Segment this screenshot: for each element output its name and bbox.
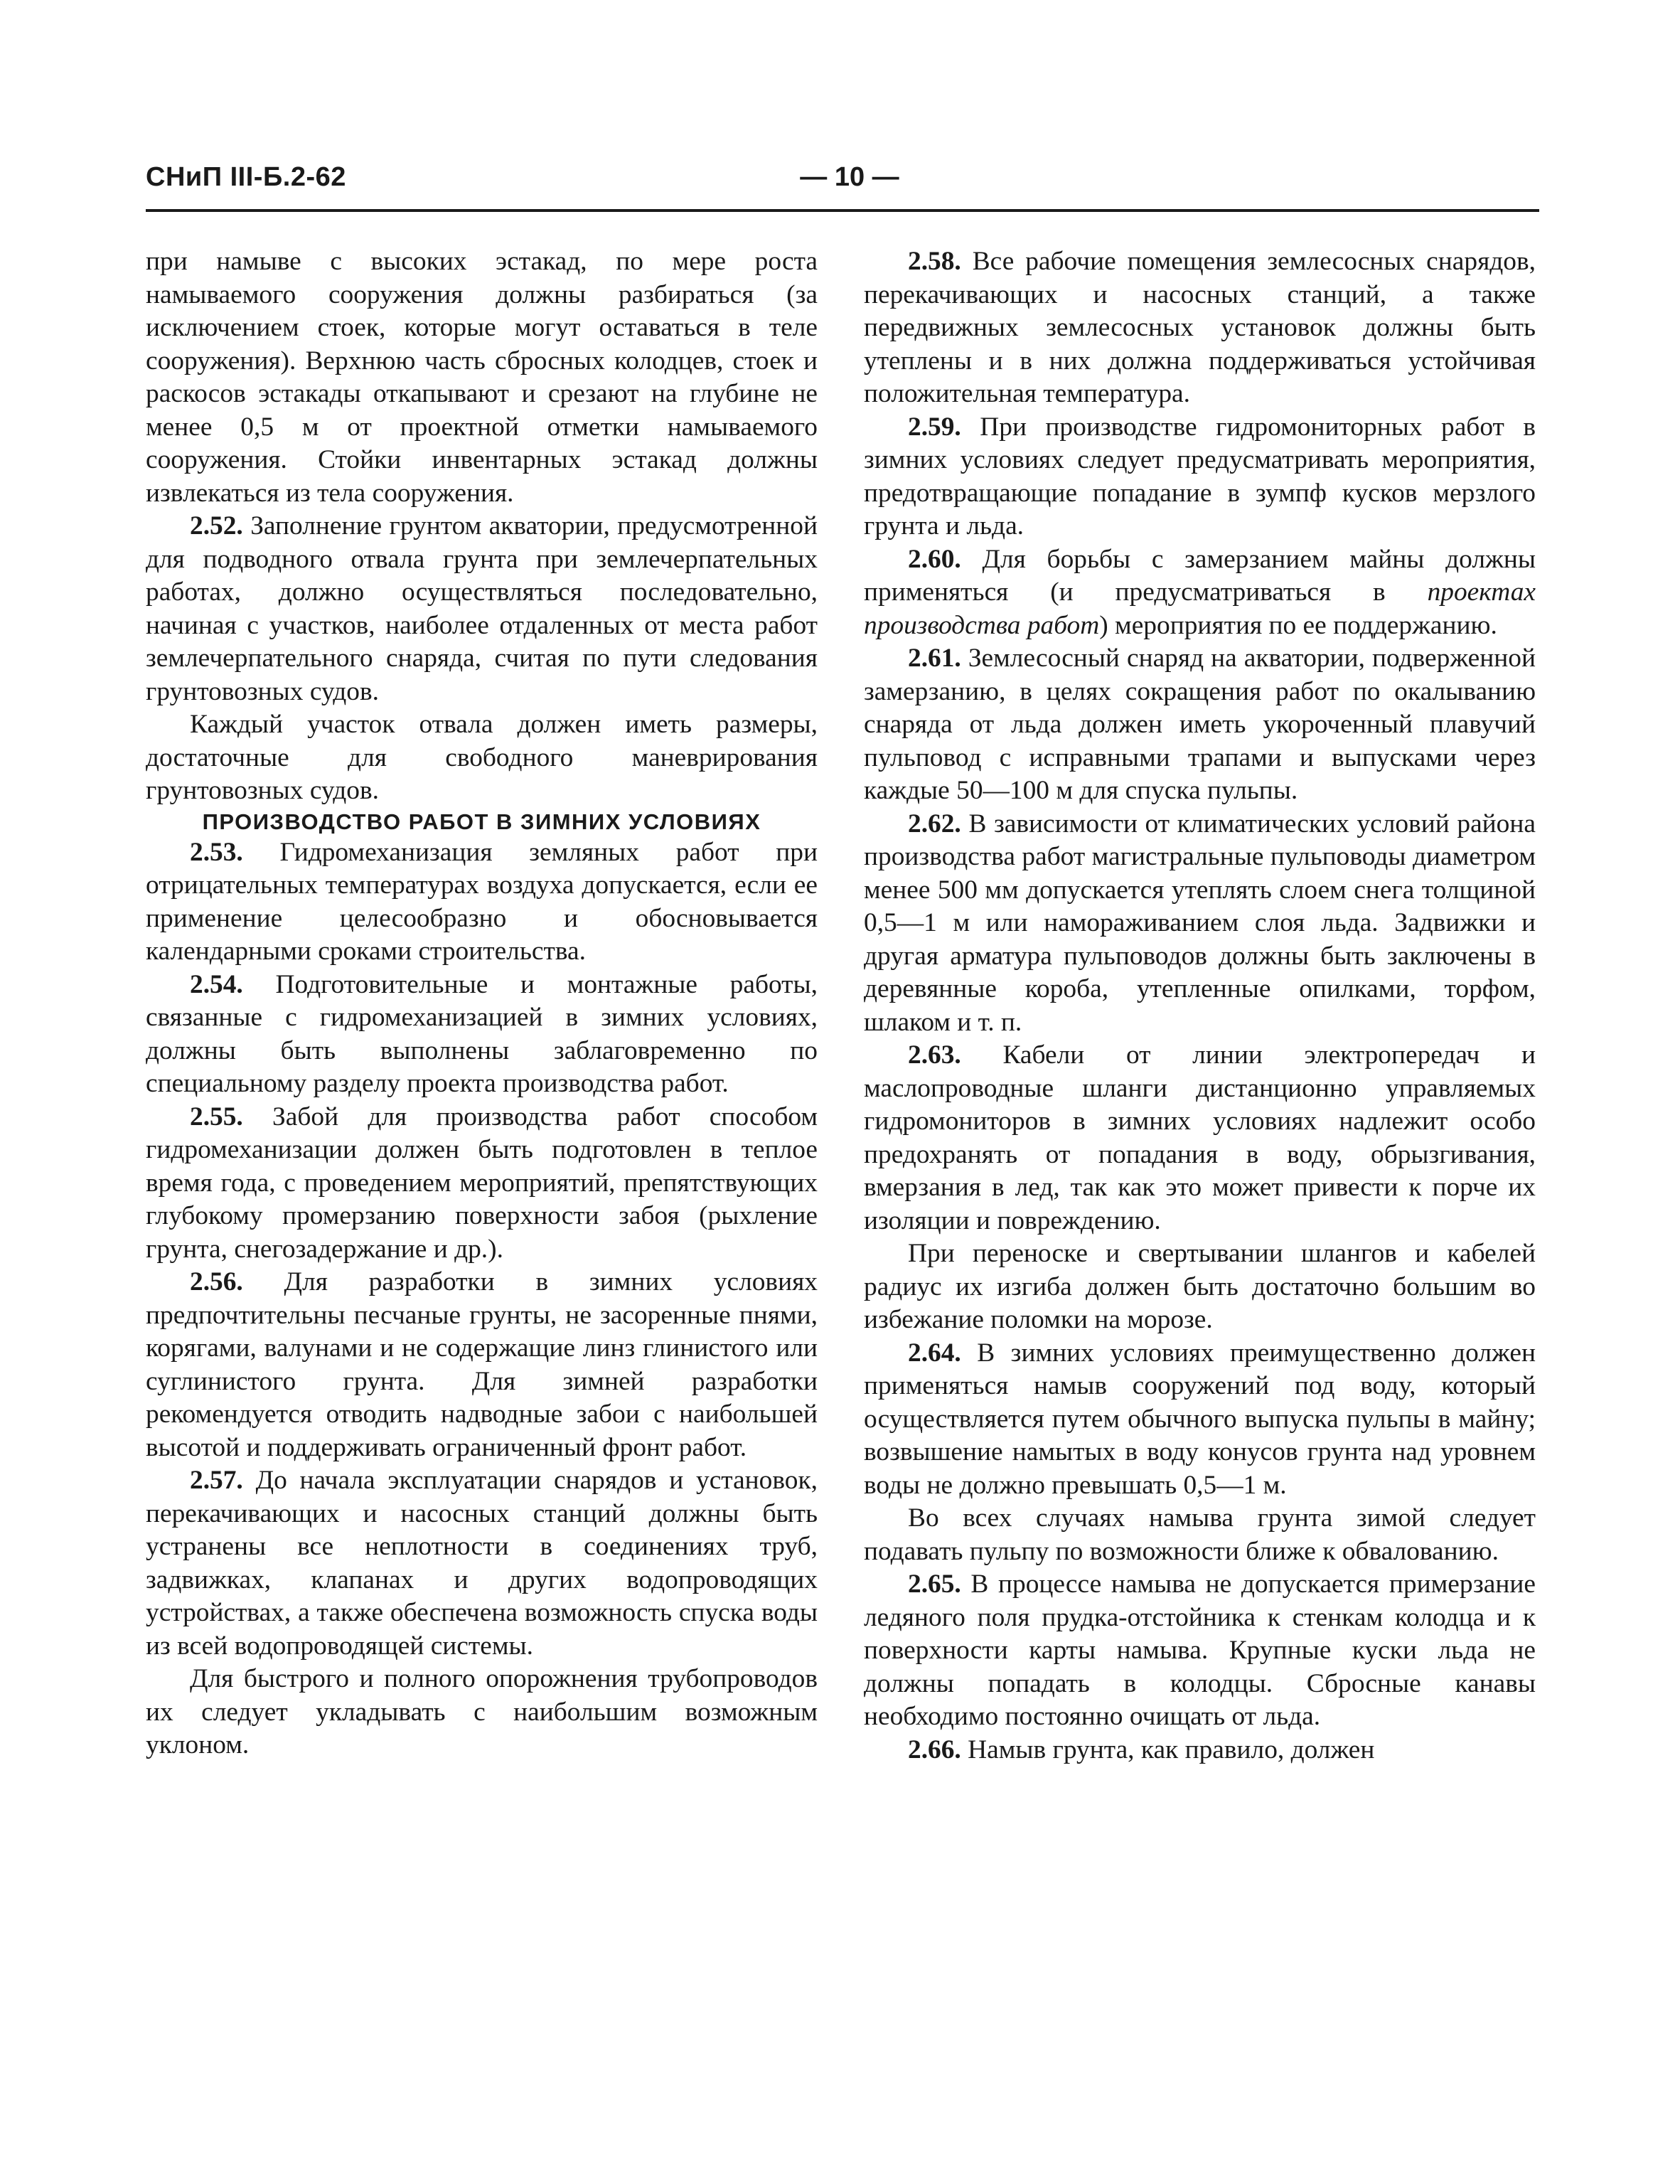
paragraph-2-55: [146, 1101, 818, 1267]
clause-number: 2.65.: [908, 1570, 961, 1599]
page-number: — 10 —: [800, 162, 899, 192]
paragraph-2-56: [146, 1266, 818, 1464]
paragraph-2-62: [864, 808, 1536, 1040]
paragraph-text: Все рабочие помещения землесосных снарядов, перекачивающих и насосных станций, а также передвижных землесосных установок должны быть утеплены и в них должна поддерживаться устойчивая положительная температура.: [864, 247, 1536, 408]
paragraph-2-52: [146, 510, 818, 708]
clause-number: 2.66.: [908, 1735, 961, 1764]
paragraph-2-57-continued: [146, 1663, 818, 1762]
paragraph-2-61: [864, 642, 1536, 808]
paragraph-text: Гидромеханизация земляных работ при отрицательных температурах воздуха допускается, если ее применение целесообразно и обосновывается календарными сроками строительства.: [146, 837, 818, 966]
clause-number: 2.64.: [908, 1338, 961, 1368]
paragraph-2-65: [864, 1568, 1536, 1734]
paragraph-2-58: [864, 245, 1536, 411]
paragraph-italic-text: проектах производства работ: [864, 577, 1536, 640]
paragraph-text: ) мероприятия по ее поддержанию.: [1099, 610, 1497, 640]
paragraph-text: Намыв грунта, как правило, должен: [968, 1735, 1375, 1764]
paragraph-text: Заполнение грунтом акватории, предусмотренной для подводного отвала грунта при землечерпательных работах, должно осуществляться последовательно, начиная с участков, наиболее отдаленных от места работ землечерпательного снаряда, считая по пути следования грунтовозных судов.: [146, 511, 818, 706]
clause-number: 2.58.: [908, 247, 961, 276]
paragraph-text: Каждый участок отвала должен иметь размеры, достаточные для свободного маневрирования грунтовозных судов.: [146, 710, 818, 805]
paragraph-text: При переноске и свертывании шлангов и кабелей радиус их изгиба должен быть достаточно большим во избежание поломки на морозе.: [864, 1239, 1536, 1334]
paragraph-2-63: [864, 1039, 1536, 1237]
paragraph-text: Во всех случаях намыва грунта зимой следует подавать пульпу по возможности ближе к обвалованию.: [864, 1503, 1536, 1566]
clause-number: 2.57.: [190, 1466, 243, 1495]
paragraph-text: Для разработки в зимних условиях предпочтительны песчаные грунты, не засоренные пнями, корягами, валунами и не содержащие линз глинистого или суглинистого грунта. Для зимней разработки рекомендуется отводить надводные забои с наибольшей высотой и поддерживать ограниченный фронт работ.: [146, 1267, 818, 1462]
clause-number: 2.54.: [190, 969, 243, 999]
clause-number: 2.55.: [190, 1102, 243, 1131]
paragraph-text: В зависимости от климатических условий района производства работ магистральные пульповоды диаметром менее 500 мм допускается утеплять слоем снега толщиной 0,5—1 м или намораживанием слоя льда. Задвижки и другая арматура пульповодов должны быть заключены в деревянные короба, утепленные опилками, торфом, шлаком и т. п.: [864, 809, 1536, 1037]
paragraph-text: Землесосный снаряд на акватории, подверженной замерзанию, в целях сокращения работ по окалыванию снаряда от льда должен иметь укороченный плавучий пульповод с исправными трапами и выпусками через каждые 50—100 м для спуска пульпы.: [864, 644, 1536, 805]
clause-number: 2.52.: [190, 511, 243, 540]
paragraph-2-57: [146, 1464, 818, 1663]
paragraph-2-64-continued: [864, 1502, 1536, 1568]
paragraph-text: Кабели от линии электропередач и маслопроводные шланги дистанционно управляемых гидромониторов в зимних условиях надлежит особо предохранять от попадания в воду, обрызгивания, вмерзания в лед, так как это может привести к порче их изоляции и повреждению.: [864, 1040, 1536, 1235]
paragraph-text: При производстве гидромониторных работ в зимних условиях следует предусматривать мероприятия, предотвращающие попадание в зумпф кусков мерзлого грунта и льда.: [864, 412, 1536, 540]
clause-number: 2.53.: [190, 837, 243, 867]
clause-number: 2.59.: [908, 412, 961, 442]
header-divider: [146, 209, 1539, 212]
paragraph-2-59: [864, 411, 1536, 543]
left-column: [146, 245, 818, 1762]
right-column: [864, 245, 1536, 1767]
paragraph-text: при намыве с высоких эстакад, по мере роста намываемого сооружения должны разбираться (за исключением стоек, которые могут оставаться в теле сооружения). Верхнюю часть сбросных колодцев, стоек и раскосов эстакады откапывают и срезают на глубине не менее 0,5 м от проектной отметки намываемого сооружения. Стойки инвентарных эстакад должны извлекаться из тела сооружения.: [146, 247, 818, 508]
section-heading: ПРОИЗВОДСТВО РАБОТ В ЗИМНИХ УСЛОВИЯХ: [202, 809, 761, 834]
clause-number: 2.63.: [908, 1040, 961, 1070]
clause-number: 2.60.: [908, 544, 961, 574]
paragraph-text: В процессе намыва не допускается примерзание ледяного поля прудка-отстойника к стенкам колодца и к поверхности карты намыва. Крупные куски льда не должны попадать в колодцы. Сбросные канавы необходимо постоянно очищать от льда.: [864, 1570, 1536, 1731]
paragraph-2-54: [146, 969, 818, 1101]
paragraph-2-52-continued: [146, 708, 818, 808]
paragraph-text: Для борьбы с замерзанием майны должны применяться (и предусматриваться в: [864, 544, 1536, 607]
clause-number: 2.56.: [190, 1267, 243, 1296]
paragraph-continued: [146, 245, 818, 510]
clause-number: 2.61.: [908, 644, 961, 673]
paragraph-text: Подготовительные и монтажные работы, связанные с гидромеханизацией в зимних условиях, должны быть выполнены заблаговременно по специальному разделу проекта производства работ.: [146, 969, 818, 1098]
paragraph-2-53: [146, 836, 818, 969]
paragraph-2-64: [864, 1337, 1536, 1503]
paragraph-2-63-continued: [864, 1237, 1536, 1337]
clause-number: 2.62.: [908, 809, 961, 838]
paragraph-2-66: [864, 1734, 1536, 1767]
paragraph-text: До начала эксплуатации снарядов и установок, перекачивающих и насосных станций должны быть устранены все неплотности в соединениях труб, задвижках, клапанах и других водопроводящих устройствах, а также обеспечена возможность спуска воды из всей водопроводящей системы.: [146, 1466, 818, 1661]
paragraph-2-60: [864, 543, 1536, 643]
document-code: СНиП III-Б.2-62: [146, 162, 346, 192]
page-header: [146, 162, 1539, 205]
paragraph-text: Для быстрого и полного опорожнения трубопроводов их следует укладывать с наибольшим возможным уклоном.: [146, 1664, 818, 1759]
paragraph-text: Забой для производства работ способом гидромеханизации должен быть подготовлен в теплое время года, с проведением мероприятий, препятствующих глубокому промерзанию поверхности забоя (рыхление грунта, снегозадержание и др.).: [146, 1102, 818, 1264]
paragraph-text: В зимних условиях преимущественно должен применяться намыв сооружений под воду, который осуществляется путем обычного выпуска пульпы в майну; возвышение намытых в воду конусов грунта над уровнем воды не должно превышать 0,5—1 м.: [864, 1338, 1536, 1500]
